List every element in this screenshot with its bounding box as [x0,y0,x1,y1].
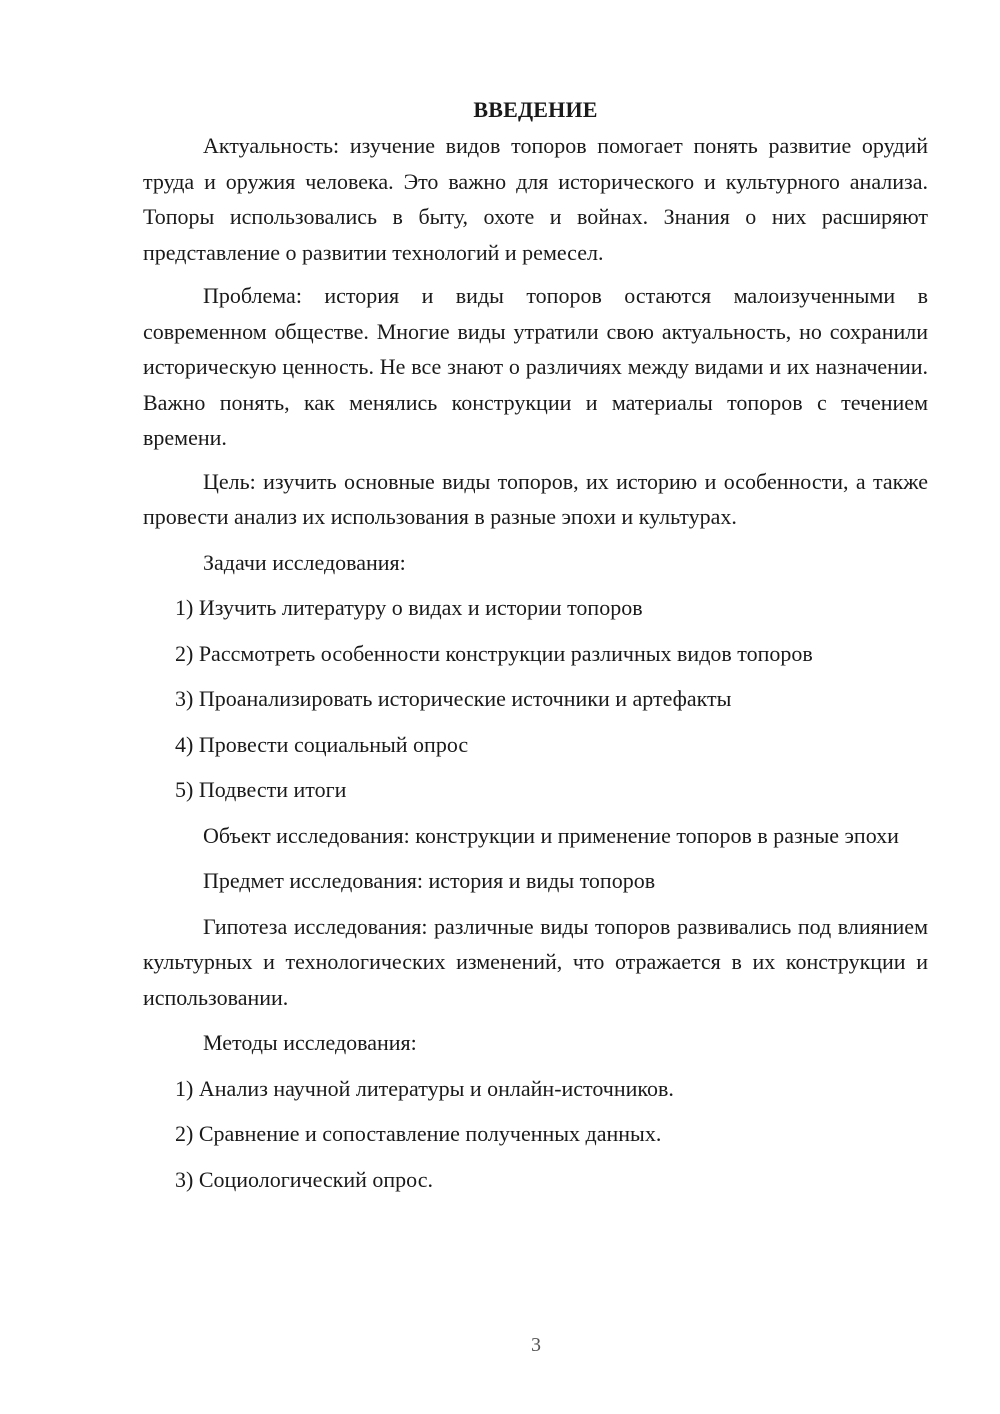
list-item: 1) Анализ научной литературы и онлайн-источников. [175,1075,674,1101]
hypothesis-paragraph: Гипотеза исследования: различные виды топоров развивались под влиянием культурных и технологических изменений, что отражается в их конструкции и использовании. [143,913,928,1010]
goal-paragraph: Цель: изучить основные виды топоров, их историю и особенности, а также провести анализ их использования в разные эпохи и культурах. [143,468,928,529]
tasks-list [143,590,928,808]
list-item: 5) Подвести итоги [175,777,347,802]
relevance-paragraph: Актуальность: изучение видов топоров помогает понять развитие орудий труда и оружия человека. Это важно для исторического и культурного анализа. Топоры использовались в быту, охоте и войнах. Знания о них расширяют представление о развитии технологий и ремесел. [143,133,928,265]
list-item: 1) Изучить литературу о видах и истории топоров [175,595,643,620]
object-paragraph: Объект исследования: конструкции и применение топоров в разные эпохи [203,822,899,848]
document-page [143,92,928,1197]
list-item: 3) Проанализировать исторические источники и артефакты [175,686,732,711]
methods-heading: Методы исследования: [203,1030,417,1055]
list-item: 2) Рассмотреть особенности конструкции различных видов топоров [175,640,813,666]
list-item: 3) Социологический опрос. [175,1166,433,1192]
list-item: 4) Провести социальный опрос [175,731,469,757]
tasks-heading: Задачи исследования: [203,549,406,575]
list-item: 2) Сравнение и сопоставление полученных данных. [175,1121,662,1146]
methods-list [143,1071,928,1198]
page-number: 3 [531,1334,541,1356]
problem-paragraph: Проблема: история и виды топоров остаются малоизученными в современном обществе. Многие виды утратили свою актуальность, но сохранили историческую ценность. Не все знают о различиях между видами и их назначении. Важно понять, как менялись конструкции и материалы топоров с течением времени. [143,283,928,450]
page-title: ВВЕДЕНИЕ [473,97,598,122]
subject-paragraph: Предмет исследования: история и виды топоров [203,868,656,893]
